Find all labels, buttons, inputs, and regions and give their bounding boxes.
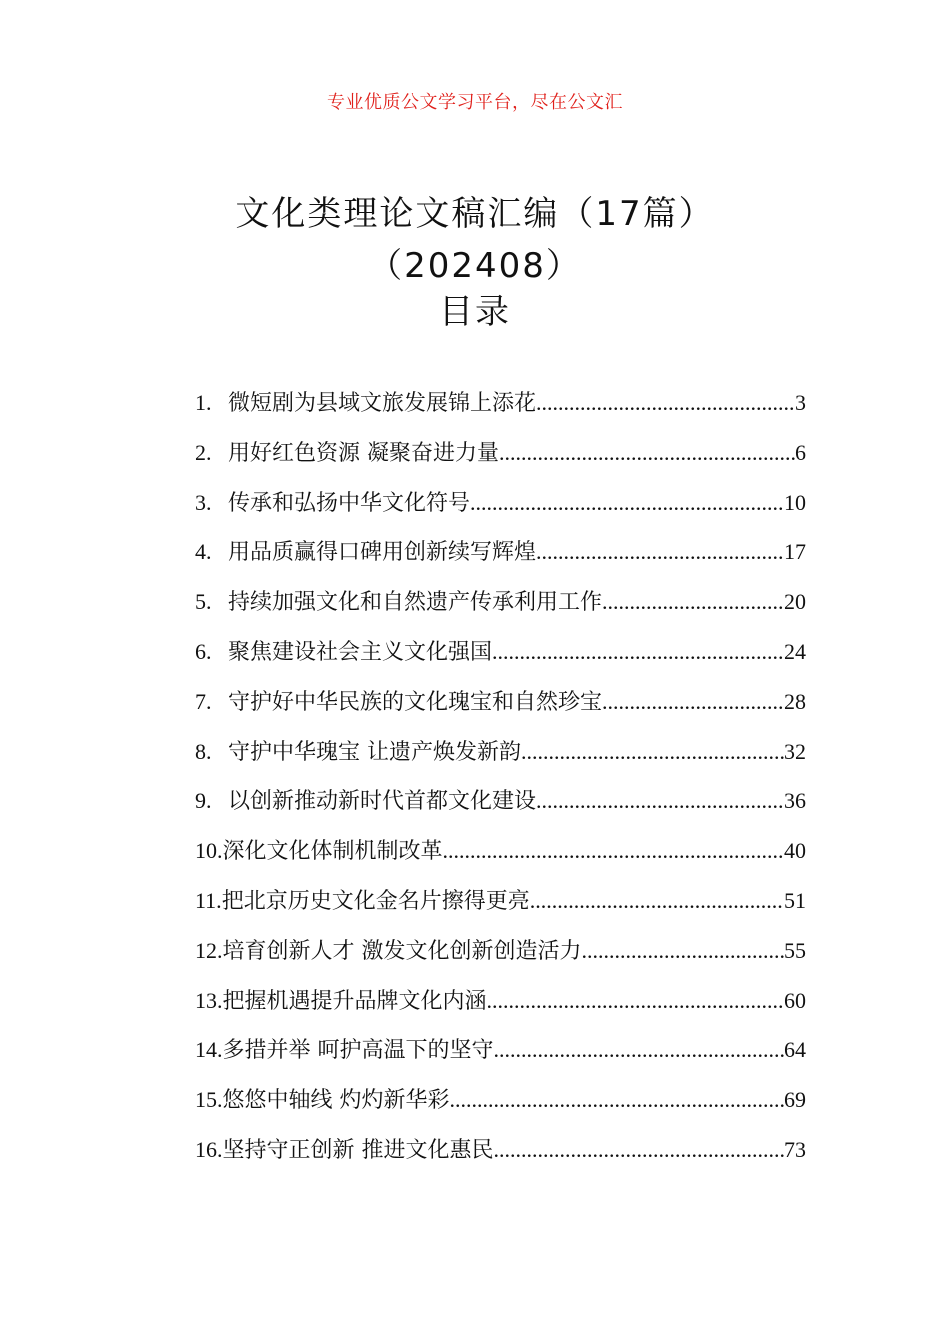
toc-entry[interactable] <box>195 1133 806 1183</box>
table-of-contents <box>195 386 806 1183</box>
toc-entry[interactable] <box>195 884 806 934</box>
toc-entry-page: 73 <box>784 1136 806 1162</box>
toc-entry-page: 20 <box>784 589 806 615</box>
toc-entry-title: 坚持守正创新 推进文化惠民 <box>222 1137 494 1163</box>
toc-entry-number: 12. <box>195 937 223 963</box>
toc-entry-page: 69 <box>784 1087 806 1113</box>
toc-entry-title: 用品质赢得口碑用创新续写辉煌 <box>228 540 537 566</box>
toc-entry-number: 16. <box>195 1136 223 1162</box>
toc-entry-number: 13. <box>195 987 223 1013</box>
toc-entry-number: 5. <box>195 589 212 615</box>
toc-entry[interactable] <box>195 535 806 585</box>
toc-entry[interactable] <box>195 635 806 685</box>
toc-entry-number: 2. <box>195 439 212 465</box>
dot-leader <box>470 490 784 516</box>
toc-entry-page: 36 <box>784 788 806 814</box>
toc-entry-page: 40 <box>784 838 806 864</box>
toc-entry-title: 用好红色资源 凝聚奋进力量 <box>228 440 499 466</box>
toc-entry-number: 10. <box>195 838 223 864</box>
toc-entry-number: 8. <box>195 738 212 764</box>
dot-leader <box>450 1087 785 1113</box>
toc-entry[interactable] <box>195 585 806 635</box>
toc-heading: 目录 <box>439 292 511 332</box>
toc-entry[interactable] <box>195 1083 806 1133</box>
dot-leader <box>582 938 785 964</box>
dot-leader <box>602 689 784 715</box>
dot-leader <box>443 838 784 864</box>
toc-entry-title: 深化文化体制机制改革 <box>222 839 443 865</box>
dot-leader <box>536 390 795 416</box>
dot-leader <box>494 1137 785 1163</box>
toc-entry-title: 把北京历史文化金名片擦得更亮 <box>221 888 530 914</box>
toc-entry-title: 守护好中华民族的文化瑰宝和自然珍宝 <box>228 689 603 715</box>
toc-entry-number: 3. <box>195 489 212 515</box>
toc-entry[interactable] <box>195 784 806 834</box>
toc-entry-page: 28 <box>784 688 806 714</box>
toc-entry-title: 以创新推动新时代首都文化建设 <box>228 789 537 815</box>
toc-entry-number: 9. <box>195 788 212 814</box>
dot-leader <box>521 739 784 765</box>
toc-entry-title: 聚焦建设社会主义文化强国 <box>228 639 493 665</box>
dot-leader <box>602 589 784 615</box>
header-slogan: 专业优质公文学习平台，尽在公文汇 <box>327 92 623 113</box>
toc-entry-page: 64 <box>784 1037 806 1063</box>
dot-leader <box>530 888 784 914</box>
dot-leader <box>494 1037 785 1063</box>
toc-entry-title: 微短剧为县域文旅发展锦上添花 <box>228 391 537 416</box>
dot-leader <box>499 440 795 466</box>
toc-entry[interactable] <box>195 735 806 785</box>
toc-entry[interactable] <box>195 834 806 884</box>
toc-entry-number: 11. <box>195 887 222 913</box>
toc-entry[interactable] <box>195 486 806 536</box>
dot-leader <box>492 639 784 665</box>
toc-entry-number: 7. <box>195 688 212 714</box>
toc-entry-title: 多措并举 呵护高温下的坚守 <box>222 1038 494 1064</box>
toc-entry-title: 传承和弘扬中华文化符号 <box>228 490 471 516</box>
toc-entry-title: 培育创新人才 激发文化创新创造活力 <box>222 938 582 964</box>
toc-entry-title: 持续加强文化和自然遗产传承利用工作 <box>228 590 603 616</box>
toc-entry-page: 32 <box>784 738 806 764</box>
toc-entry[interactable] <box>195 386 806 436</box>
dot-leader <box>487 988 784 1014</box>
toc-entry[interactable] <box>195 934 806 984</box>
toc-entry[interactable] <box>195 1033 806 1083</box>
toc-entry-page: 24 <box>784 638 806 664</box>
toc-entry-page: 17 <box>784 539 806 565</box>
toc-entry-page: 51 <box>784 887 806 913</box>
document-title: 文化类理论文稿汇编（17篇）（202408） <box>235 194 715 286</box>
toc-entry-number: 6. <box>195 638 212 664</box>
toc-entry-number: 15. <box>195 1087 223 1113</box>
toc-entry-page: 55 <box>784 937 806 963</box>
toc-entry-page: 10 <box>784 489 806 515</box>
dot-leader <box>536 539 784 565</box>
toc-entry-title: 悠悠中轴线 灼灼新华彩 <box>222 1088 450 1114</box>
toc-entry-page: 6 <box>795 439 806 465</box>
toc-entry-page: 3 <box>795 390 806 415</box>
toc-entry-number: 4. <box>195 539 212 565</box>
toc-entry[interactable] <box>195 436 806 486</box>
toc-entry-number: 14. <box>195 1037 223 1063</box>
toc-entry-number: 1. <box>195 390 212 415</box>
toc-entry[interactable] <box>195 685 806 735</box>
dot-leader <box>536 788 784 814</box>
toc-entry-title: 把握机遇提升品牌文化内涵 <box>222 988 487 1014</box>
toc-entry-title: 守护中华瑰宝 让遗产焕发新韵 <box>228 739 521 765</box>
toc-entry[interactable] <box>195 984 806 1034</box>
toc-entry-page: 60 <box>784 987 806 1013</box>
